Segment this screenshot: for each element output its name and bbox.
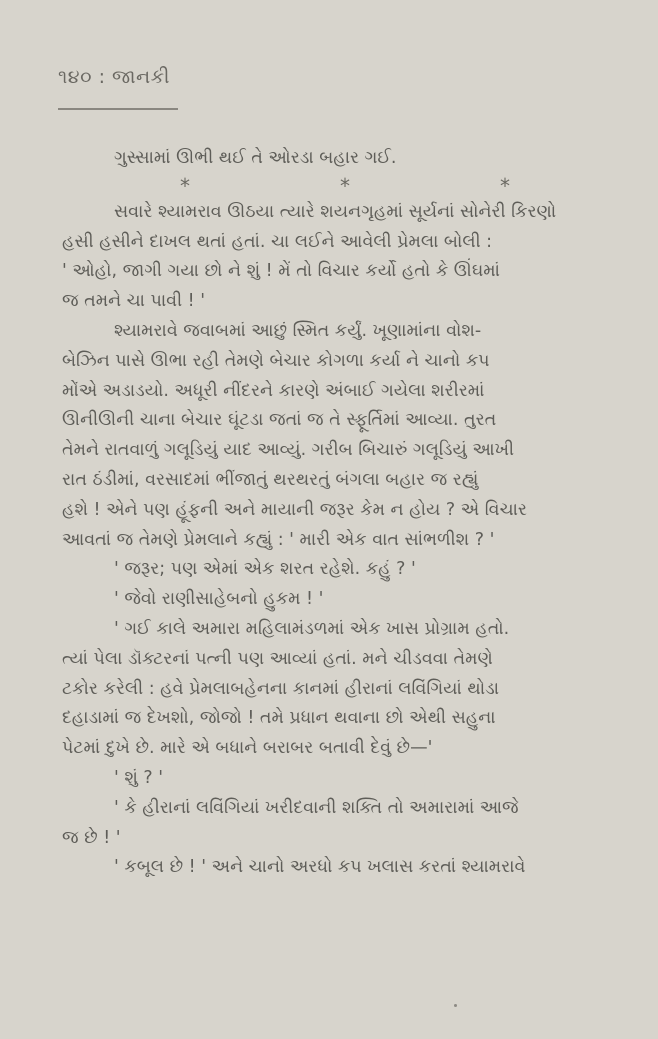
text-line-11: રાત ઠંડીમાં, વરસાદમાં ભીંજાતું થરથરતું બંગલા બહાર જ રહ્યું xyxy=(62,469,479,490)
print-speck xyxy=(454,1004,457,1007)
text-line-24: જ છે ! ' xyxy=(62,827,121,848)
text-line-23: ' કે હીરાનાં લવિંગિયાં ખરીદવાની શક્તિ તો અમારામાં આજે xyxy=(114,797,519,818)
text-line-25: ' કબૂલ છે ! ' અને ચાનો અરધો કપ ખલાસ કરતાં શ્યામરાવે xyxy=(114,857,526,878)
text-line-12: હશે ! એને પણ હૂંફની અને માયાની જરૂર કેમ ન હોય ? એ વિચાર xyxy=(62,499,527,520)
text-line-22: ' શું ? ' xyxy=(114,767,164,788)
body-text xyxy=(62,144,600,883)
text-line-8: મોંએ અડાડયો. અધૂરી નીંદરને કારણે અંબાઈ ગયેલા શરીરમાં xyxy=(62,380,485,401)
text-line-20: દહાડામાં જ દેખશો, જોજો ! તમે પ્રધાન થવાના છો એથી સહુના xyxy=(62,708,496,729)
text-line-10: તેમને રાતવાળું ગલૂડિયું યાદ આવ્યું. ગરીબ બિચારું ગલૂડિયું આખી xyxy=(62,440,515,461)
text-line-4: ' ઓહો, જાગી ગયા છો ને શું ! મેં તો વિચાર કર્યો હતો કે ઊંઘમાં xyxy=(62,261,500,282)
asterisk-2: * xyxy=(340,173,350,198)
text-line-21: પેટમાં દુખે છે. મારે એ બધાને બરાબર બતાવી દેવું છે—' xyxy=(62,738,433,759)
text-line-6: શ્યામરાવે જવાબમાં આછું સ્મિત કર્યું. ખૂણામાંના વોશ- xyxy=(114,320,482,341)
text-line-15: ' જરૂર; પણ એમાં એક શરત રહેશે. કહું ? ' xyxy=(114,559,416,580)
text-line-3: હસી હસીને દાખલ થતાં હતાં. ચા લઈને આવેલી પ્રેમલા બોલી : xyxy=(62,231,493,252)
text-line-1: ગુસ્સામાં ઊભી થઈ તે ઓરડા બહાર ગઈ. xyxy=(114,148,397,168)
text-line-19: ટકોર કરેલી : હવે પ્રેમલાબહેનના કાનમાં હીરાનાં લવિંગિયાં થોડા xyxy=(62,678,499,699)
text-line-17: ' ગઈ કાલે અમારા મહિલામંડળમાં એક ખાસ પ્રોગ્રામ હતો. xyxy=(114,618,510,639)
text-line-18: ત્યાં પેલા ડૉક્ટરનાં પત્ની પણ આવ્યાં હતાં. મને ચીડવવા તેમણે xyxy=(62,648,493,669)
text-line-13: આવતાં જ તેમણે પ્રેમલાને કહ્યું : ' મારી એક વાત સાંભળીશ ? ' xyxy=(62,529,495,550)
page-header: ૧૪૦ : જાનકી xyxy=(58,66,170,88)
text-line-7: બેઝિન પાસે ઊભા રહી તેમણે બેચાર કોગળા કર્યા ને ચાનો કપ xyxy=(62,350,490,371)
text-line-9: ઊનીઊની ચાના બેચાર ઘૂંટડા જતાં જ તે સ્ફૂર્તિમાં આવ્યા. તુરત xyxy=(62,410,497,431)
text-line-2: સવારે શ્યામરાવ ઊઠયા ત્યારે શયનગૃહમાં સૂર્યનાં સોનેરી કિરણો xyxy=(114,201,557,222)
text-line-5: જ તમને ચા પાવી ! ' xyxy=(62,291,206,312)
asterisk-1: * xyxy=(180,173,190,198)
text-line-16: ' જેવો રાણીસાહેબનો હુકમ ! ' xyxy=(114,589,324,610)
section-break xyxy=(180,174,510,198)
asterisk-3: * xyxy=(500,173,510,198)
header-underline xyxy=(58,108,178,110)
